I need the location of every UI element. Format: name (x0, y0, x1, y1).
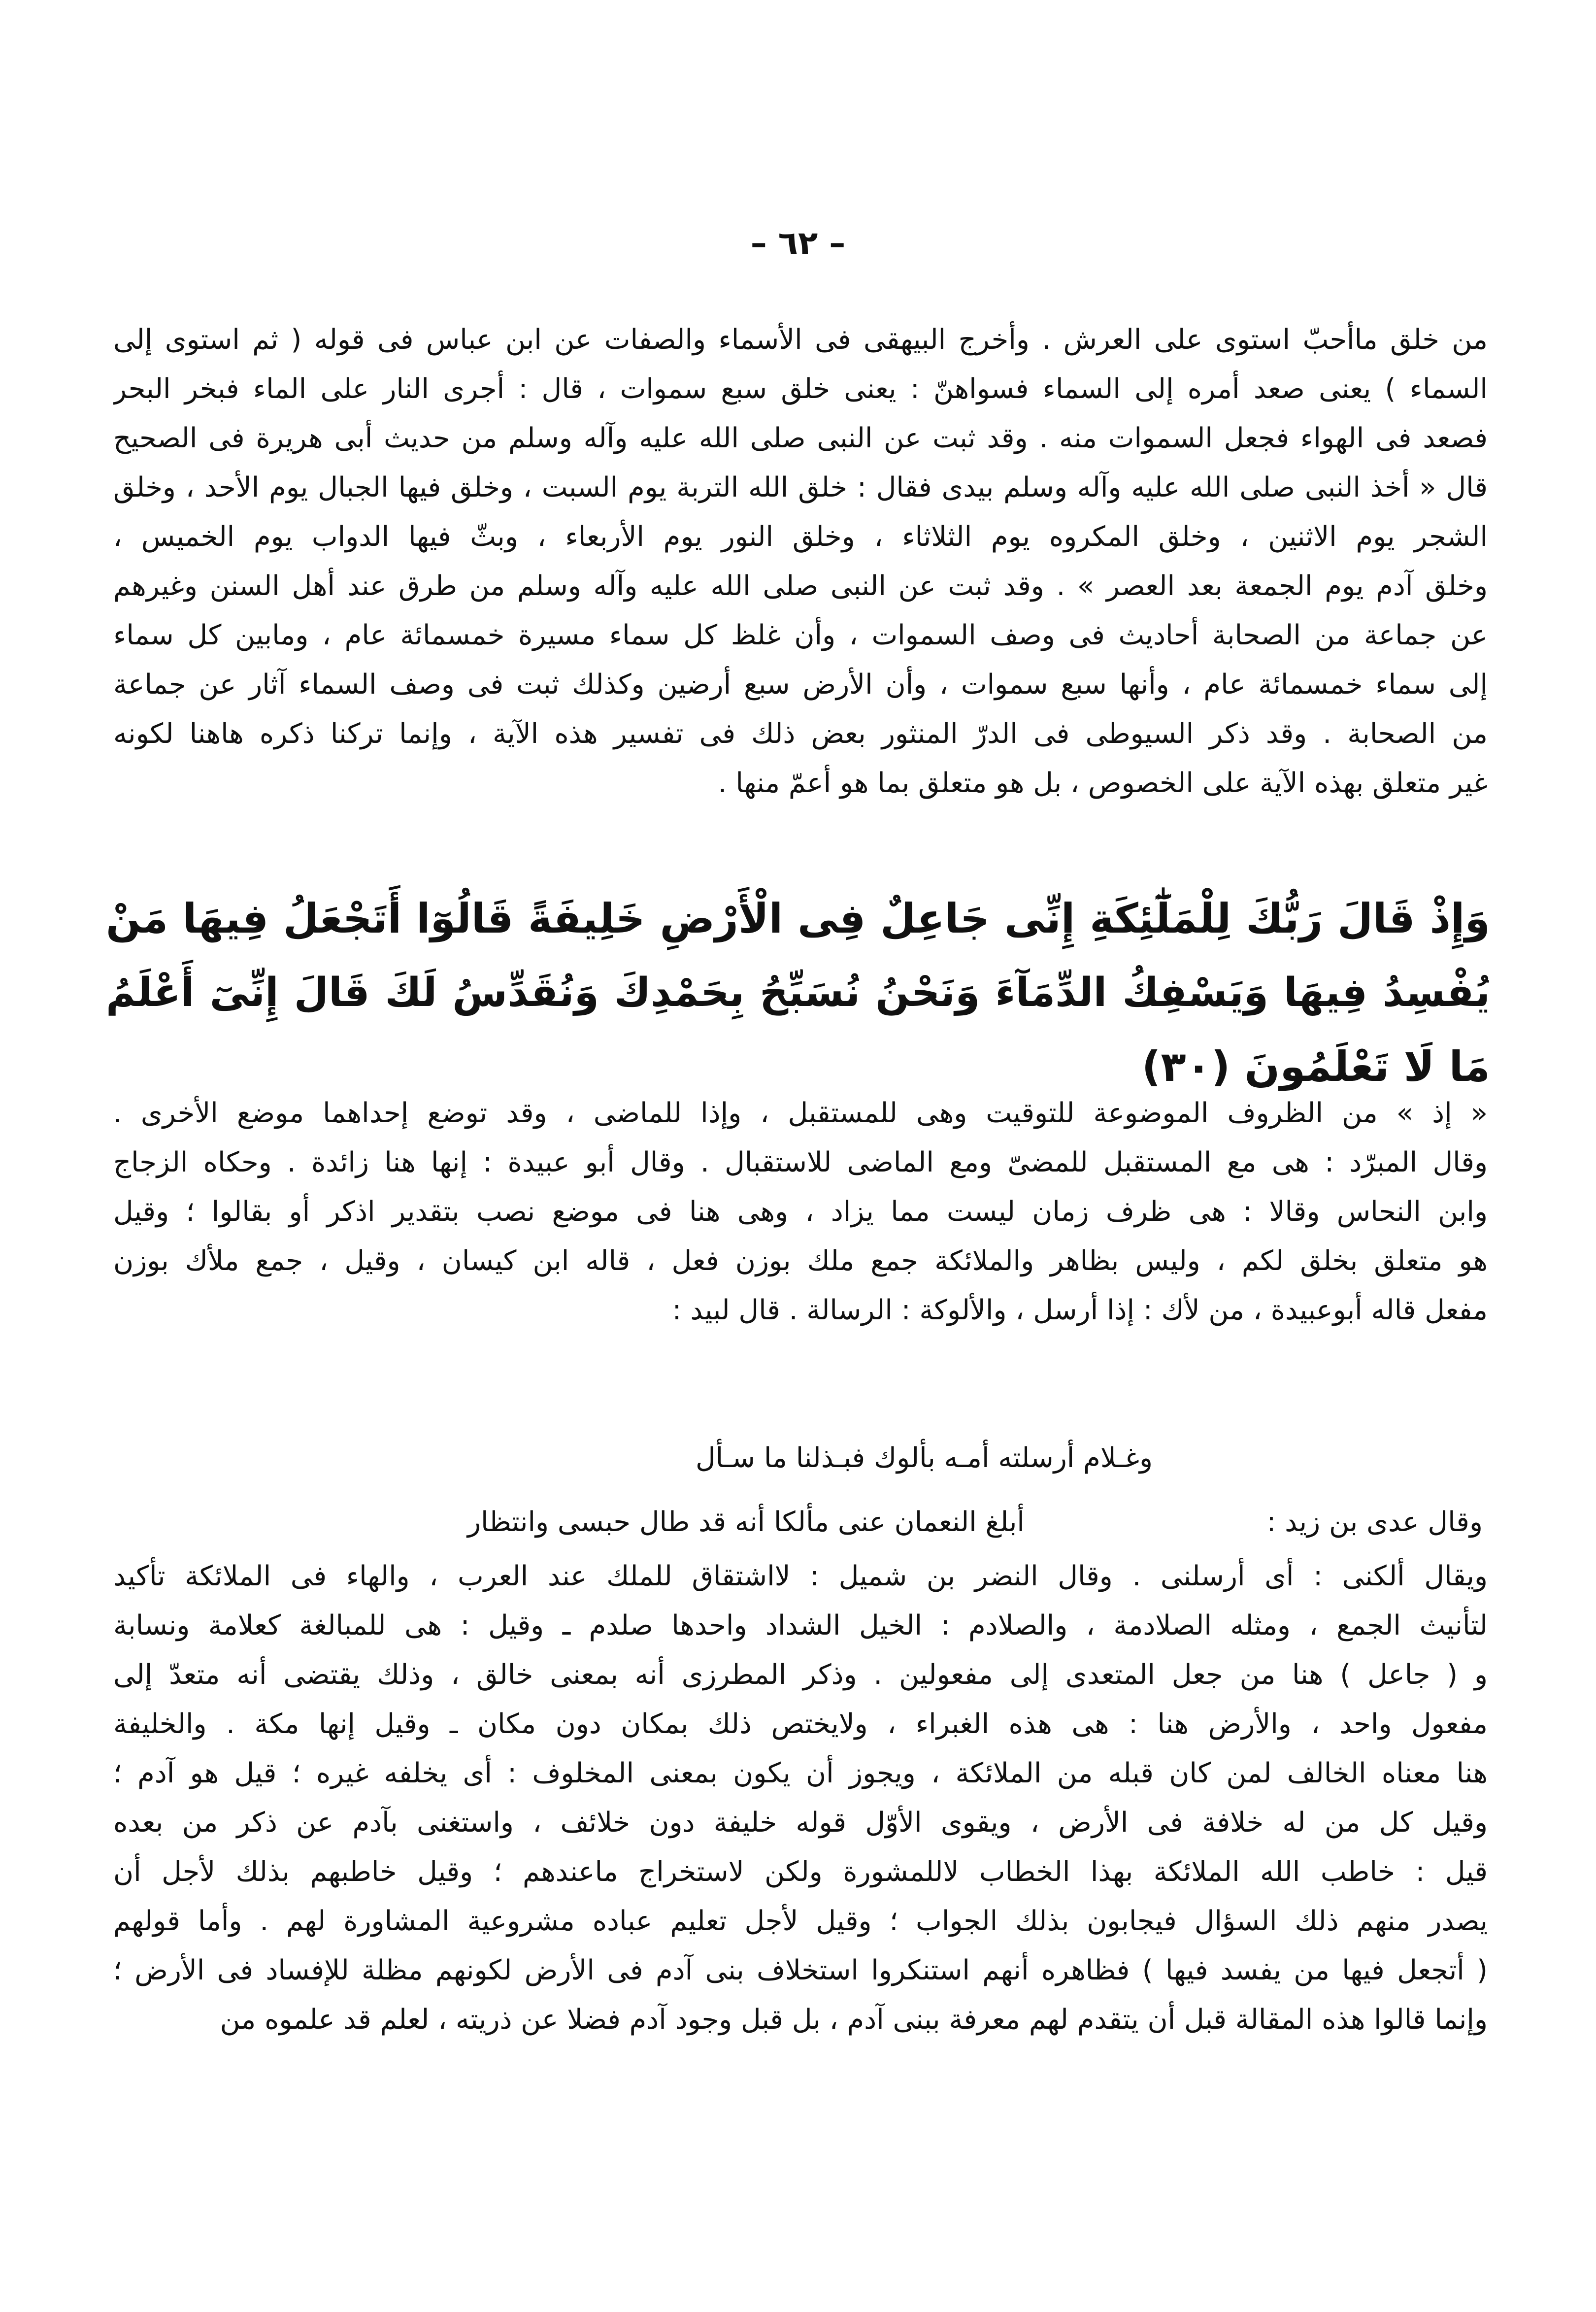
text-line: وخلق آدم يوم الجمعة بعد العصر » . وقد ثبت عن النبى صلى الله عليه وآله وسلم من طرق عند أهل السنن وغيرهم (113, 570, 1488, 602)
text-line: مفعول واحد ، والأرض هنا : هى هذه الغبراء ، ولايختص ذلك بمكان دون مكان ـ وقيل إنها مكة . والخليفة (113, 1708, 1488, 1740)
text-line: لتأنيث الجمع ، ومثله الصلادمة ، والصلادم : الخيل الشداد واحدها صلدم ـ وقيل : هى للمبالغة كعلامة ونسابة (113, 1609, 1488, 1642)
text-line: قيل : خاطب الله الملائكة بهذا الخطاب لاللمشورة ولكن لاستخراج ماعندهم ؛ وقيل خاطبهم بذلك لأجل أن (113, 1856, 1488, 1888)
text-line: وقيل كل من له خلافة فى الأرض ، ويقوى الأوّل قوله خليفة دون خلائف ، واستغنى بآدم عن ذكر من بعده (113, 1807, 1488, 1839)
text-line: و ( جاعل ) هنا من جعل المتعدى إلى مفعولين . وذكر المطرزى أنه بمعنى خالق ، وذلك يقتضى أنه متعدّ إلى (113, 1659, 1488, 1691)
verse-line: مَا لَا تَعْلَمُونَ (٣٠) (1141, 1042, 1490, 1091)
verse-line: وَإِذْ قَالَ رَبُّكَ لِلْمَلَٰٓئِكَةِ إِنِّى جَاعِلٌ فِى الْأَرْضِ خَلِيفَةً قَالُوٓا أَتَجْعَلُ فِيهَا مَنْ (106, 895, 1490, 942)
poem-verse-labid: وغـلام أرسلته أمـه بألوك فبـذلنا ما سـأل (695, 1442, 1153, 1474)
poem-intro-adi: وقال عدى بن زيد : (1266, 1506, 1483, 1538)
text-line: هنا معناه الخالف لمن كان قبله من الملائكة ، ويجوز أن يكون بمعنى المخلوف : أى يخلفه غيره ؛ قيل هو آدم ؛ (113, 1757, 1488, 1789)
text-line: غير متعلق بهذه الآية على الخصوص ، بل هو متعلق بما هو أعمّ منها . (718, 767, 1488, 799)
text-line: هو متعلق بخلق لكم ، وليس بظاهر والملائكة جمع ملك بوزن فعل ، قاله ابن كيسان ، وقيل ، جمع ملأك بوزن (113, 1245, 1488, 1277)
text-line: وابن النحاس وقالا : هى ظرف زمان ليست مما يزاد ، وهى هنا فى موضع نصب بتقدير اذكر أو بقالوا ؛ وقيل (113, 1196, 1488, 1228)
text-line: مفعل قاله أبوعبيدة ، من لأك : إذا أرسل ، والألوكة : الرسالة . قال لبيد : (672, 1294, 1488, 1326)
text-line: من خلق ماأحبّ استوى على العرش . وأخرج البيهقى فى الأسماء والصفات عن ابن عباس فى قوله ( ثم استوى إلى (113, 324, 1488, 356)
text-line: فصعد فى الهواء فجعل السموات منه . وقد ثبت عن النبى صلى الله عليه وآله وسلم من حديث أبى هريرة فى الصحيح (113, 422, 1488, 454)
text-line: عن جماعة من الصحابة أحاديث فى وصف السموات ، وأن غلظ كل سماء مسيرة خمسمائة عام ، ومابين كل سماء (113, 619, 1488, 651)
text-line: وقال المبرّد : هى مع المستقبل للمضىّ ومع الماضى للاستقبال . وقال أبو عبيدة : إنها هنا زائدة . وحكاه الزجاج (113, 1146, 1488, 1178)
text-line: ( أتجعل فيها من يفسد فيها ) فظاهره أنهم استنكروا استخلاف بنى آدم فى الأرض لكونهم مظلة للإفساد فى الأرض ؛ (113, 1954, 1488, 1986)
text-line: « إذ » من الظروف الموضوعة للتوقيت وهى للمستقبل ، وإذا للماضى ، وقد توضع إحداهما موضع الأخرى . (113, 1097, 1488, 1129)
text-line: ويقال ألكنى : أى أرسلنى . وقال النضر بن شميل : لااشتقاق للملك عند العرب ، والهاء فى الملائكة تأكيد (113, 1560, 1488, 1592)
page-number: – ٦٢ – (750, 224, 846, 262)
paragraph-commentary-khalifa (113, 1552, 1488, 2044)
text-line: وإنما قالوا هذه المقالة قبل أن يتقدم لهم معرفة ببنى آدم ، بل قبل وجود آدم فضلا عن ذريته ، لعلم قد علموه من (220, 2004, 1488, 2036)
poem-verse-adi: أبلغ النعمان عنى مألكا أنه قد طال حبسى وانتظار (467, 1506, 1025, 1538)
text-line: السماء ) يعنى صعد أمره إلى السماء فسواهنّ : يعنى خلق سبع سموات ، قال : أجرى النار على الماء فبخر البحر (113, 373, 1488, 405)
paragraph-commentary-idh (113, 1089, 1488, 1335)
verse-line: يُفْسِدُ فِيهَا وَيَسْفِكُ الدِّمَآءَ وَنَحْنُ نُسَبِّحُ بِحَمْدِكَ وَنُقَدِّسُ لَكَ قَالَ إِنِّىٓ أَعْلَمُ (106, 970, 1490, 1016)
text-line: قال « أخذ النبى صلى الله عليه وآله وسلم بيدى فقال : خلق الله التربة يوم السبت ، وخلق فيها الجبال يوم الأحد ، وخلق (113, 471, 1488, 503)
text-line: يصدر منهم ذلك السؤال فيجابون بذلك الجواب ؛ وقيل لأجل تعليم عباده مشروعية المشاورة لهم . وأما قولهم (113, 1905, 1488, 1937)
text-line: إلى سماء خمسمائة عام ، وأنها سبع سموات ، وأن الأرض سبع أرضين وكذلك ثبت فى وصف السماء آثار عن جماعة (113, 669, 1488, 701)
paragraph-hadith-creation (113, 315, 1488, 808)
text-line: الشجر يوم الاثنين ، وخلق المكروه يوم الثلاثاء ، وخلق النور يوم الأربعاء ، وبثّ فيها الدواب يوم الخميس ، (113, 521, 1488, 553)
text-line: من الصحابة . وقد ذكر السيوطى فى الدرّ المنثور بعض ذلك فى تفسير هذه الآية ، وإنما تركنا ذكره هاهنا لكونه (113, 718, 1488, 750)
quran-verse (106, 882, 1490, 1104)
